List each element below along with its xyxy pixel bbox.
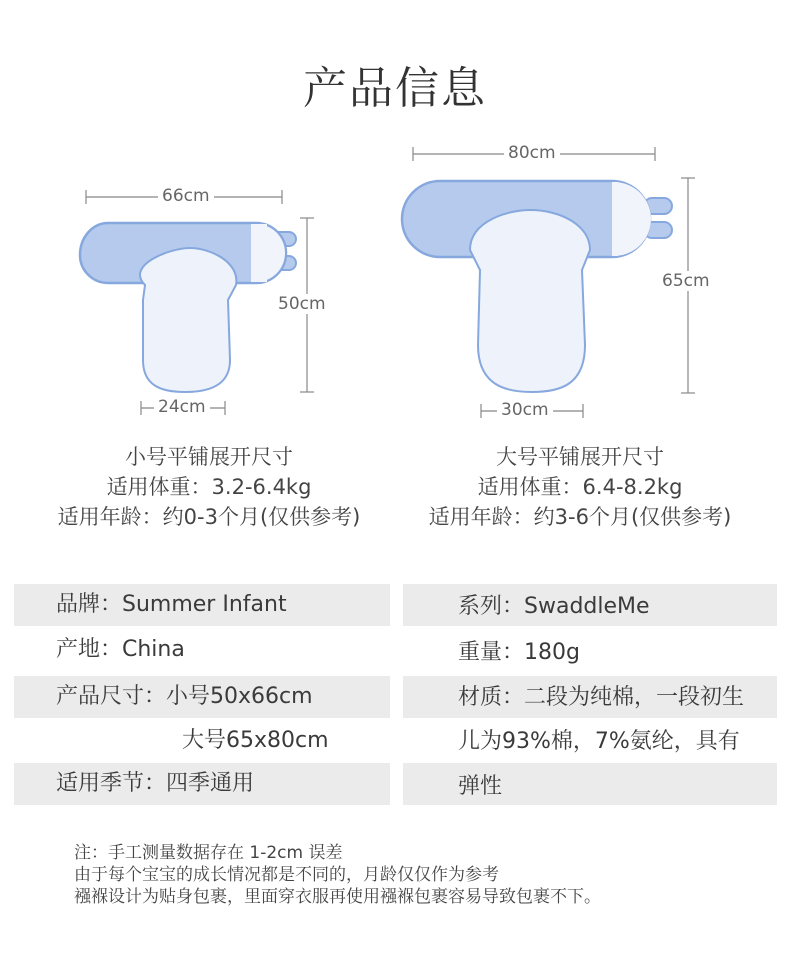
small-caption-line: 小号平铺展开尺寸: [125, 445, 293, 469]
large-caption: [397, 442, 763, 532]
note-line: 由于每个宝宝的成长情况都是不同的，月龄仅仅作为参考: [74, 865, 499, 885]
large-caption-line: 大号平铺展开尺寸: [496, 445, 664, 469]
spec-size-small: 产品尺寸：小号50x66cm: [56, 684, 313, 709]
spec-brand: 品牌：Summer Infant: [56, 592, 287, 617]
small-caption: [26, 442, 392, 532]
small-swaddle-illustration: [80, 223, 296, 392]
note-line: 注：手工测量数据存在 1-2cm 误差: [74, 843, 343, 863]
large-height-label: 65cm: [658, 271, 714, 291]
large-caption-line: 适用体重：6.4-8.2kg: [477, 475, 683, 499]
small-caption-line: 适用年龄：约0-3个月(仅供参考): [57, 505, 361, 529]
spec-material-cont: 儿为93%棉，7%氨纶，具有: [458, 729, 740, 754]
large-caption-line: 适用年龄：约3-6个月(仅供参考): [428, 505, 732, 529]
spec-material: 材质：二段为纯棉，一段初生: [458, 685, 745, 710]
large-bottom-label: 30cm: [497, 400, 553, 420]
small-caption-line: 适用体重：3.2-6.4kg: [106, 475, 312, 499]
spec-size-large: 大号65x80cm: [182, 728, 329, 753]
spec-weight: 重量：180g: [458, 640, 580, 665]
small-width-label: 66cm: [158, 186, 214, 206]
page-title: 产品信息: [303, 63, 487, 114]
swaddle-diagrams: [0, 0, 790, 440]
large-swaddle-illustration: [402, 181, 672, 392]
spec-material-end: 弹性: [458, 774, 503, 799]
spec-series: 系列：SwaddleMe: [458, 594, 650, 619]
spec-season: 适用季节：四季通用: [56, 771, 255, 796]
small-bottom-label: 24cm: [154, 397, 210, 417]
note-line: 襁褓设计为贴身包裹，里面穿衣服再使用襁褓包裹容易导致包裹不下。: [74, 887, 601, 907]
spec-origin: 产地：China: [56, 637, 185, 662]
small-height-label: 50cm: [274, 294, 330, 314]
large-width-label: 80cm: [504, 143, 560, 163]
